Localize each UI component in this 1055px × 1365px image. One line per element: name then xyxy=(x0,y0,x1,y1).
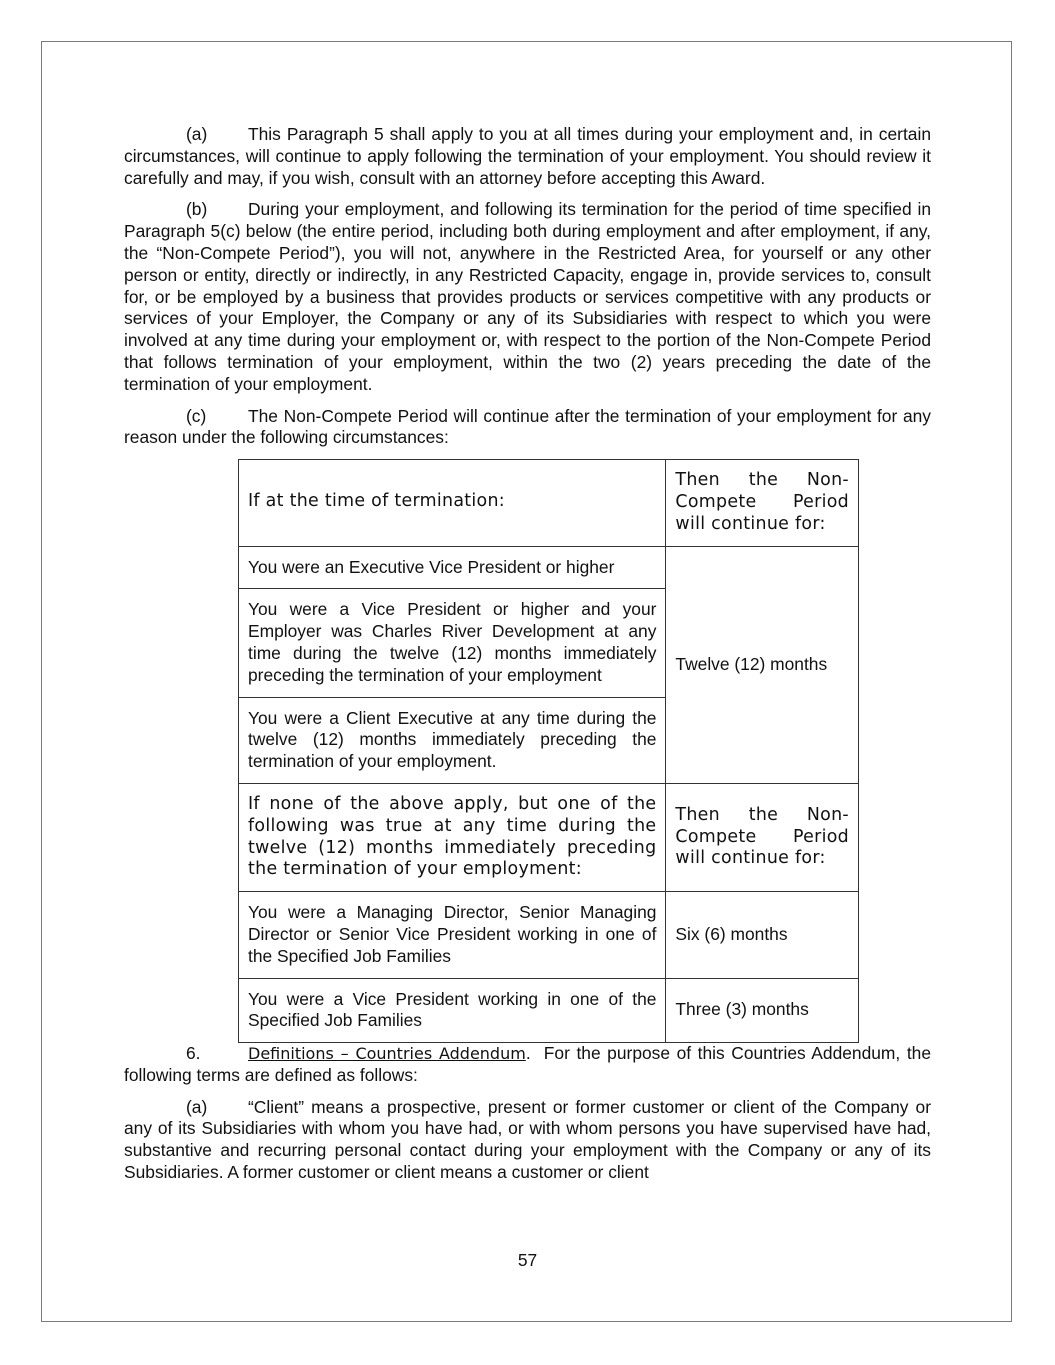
non-compete-table xyxy=(238,459,859,1043)
table-cell-condition: You were a Vice President working in one of the Specified Job Families xyxy=(239,978,666,1043)
paragraph-5b xyxy=(124,199,931,395)
table-header-left: If at the time of termination: xyxy=(239,460,666,546)
section-6 xyxy=(124,1043,931,1087)
paragraph-text: The Non-Compete Period will continue after the termination of your employment for any reason under the following circumstances: xyxy=(124,405,931,448)
document-body xyxy=(124,124,931,1194)
paragraph-label: (a) xyxy=(186,1096,208,1117)
paragraph-text: “Client” means a prospective, present or former customer or client of the Company or any of its Subsidiaries with whom you have had, or with whom persons you have supervised have had, substantive and recurring personal contact during your employment with the Company or any of its Subsidiaries. A former customer or client means a customer or client xyxy=(124,1096,931,1183)
table-cell-condition: You were a Managing Director, Senior Managing Director or Senior Vice President working in one of the Specified Job Families xyxy=(239,892,666,978)
paragraph-text: During your employment, and following its termination for the period of time specified in Paragraph 5(c) below (the entire period, including both during employment and after employment, if any, the “Non-Compete Period”), you will not, anywhere in the Restricted Area, for yourself or any other person or entity, directly or indirectly, in any Restricted Capacity, engage in, provide services to, consult for, or be employed by a business that provides products or services competitive with any products or services of your Employer, the Company or any of its Subsidiaries with respect to which you were involved at any time during your employment or, with respect to the portion of the Non-Compete Period that follows termination of your employment, within the two (2) years preceding the date of the termination of your employment. xyxy=(124,199,931,394)
table-cell-period: Six (6) months xyxy=(666,892,859,978)
definition-a xyxy=(124,1097,931,1184)
paragraph-label: (a) xyxy=(186,124,208,144)
table-subheader-right: Then the Non-Compete Period will continue for: xyxy=(666,783,859,891)
paragraph-label: (c) xyxy=(186,405,207,426)
table-subheader-left: If none of the above apply, but one of the following was true at any time during the twelve (12) months immediately preceding the termination of your employment: xyxy=(239,783,666,891)
section-number: 6. xyxy=(186,1043,201,1064)
paragraph-label: (b) xyxy=(186,199,208,220)
table-cell-condition: You were an Executive Vice President or higher xyxy=(239,546,666,589)
table-row xyxy=(239,892,859,978)
table-cell-period: Three (3) months xyxy=(666,978,859,1043)
table-subheader-row xyxy=(239,783,859,891)
section-heading-period: . xyxy=(525,1043,531,1064)
section-intro: For the purpose of this Countries Addendum, the following terms are defined as follows: xyxy=(124,1043,931,1085)
table-row xyxy=(239,546,859,589)
table-header-row xyxy=(239,460,859,546)
page-number: 57 xyxy=(517,1250,538,1270)
paragraph-5c xyxy=(124,406,931,450)
table-cell-condition: You were a Vice President or higher and your Employer was Charles River Development at any time during the twelve (12) months immediately preceding the termination of your employment xyxy=(239,589,666,697)
table-cell-period: Twelve (12) months xyxy=(666,546,859,783)
paragraph-5a xyxy=(124,124,931,189)
section-heading: Definitions – Countries Addendum xyxy=(248,1044,526,1064)
table-row xyxy=(239,978,859,1043)
table-header-right: Then the Non-Compete Period will continue for: xyxy=(666,460,859,546)
paragraph-text: This Paragraph 5 shall apply to you at all times during your employment and, in certain circumstances, will continue to apply following the termination of your employment. You should review it carefully and may, if you wish, consult with an attorney before accepting this Award. xyxy=(124,124,931,188)
table-cell-condition: You were a Client Executive at any time during the twelve (12) months immediately preceding the termination of your employment. xyxy=(239,697,666,783)
